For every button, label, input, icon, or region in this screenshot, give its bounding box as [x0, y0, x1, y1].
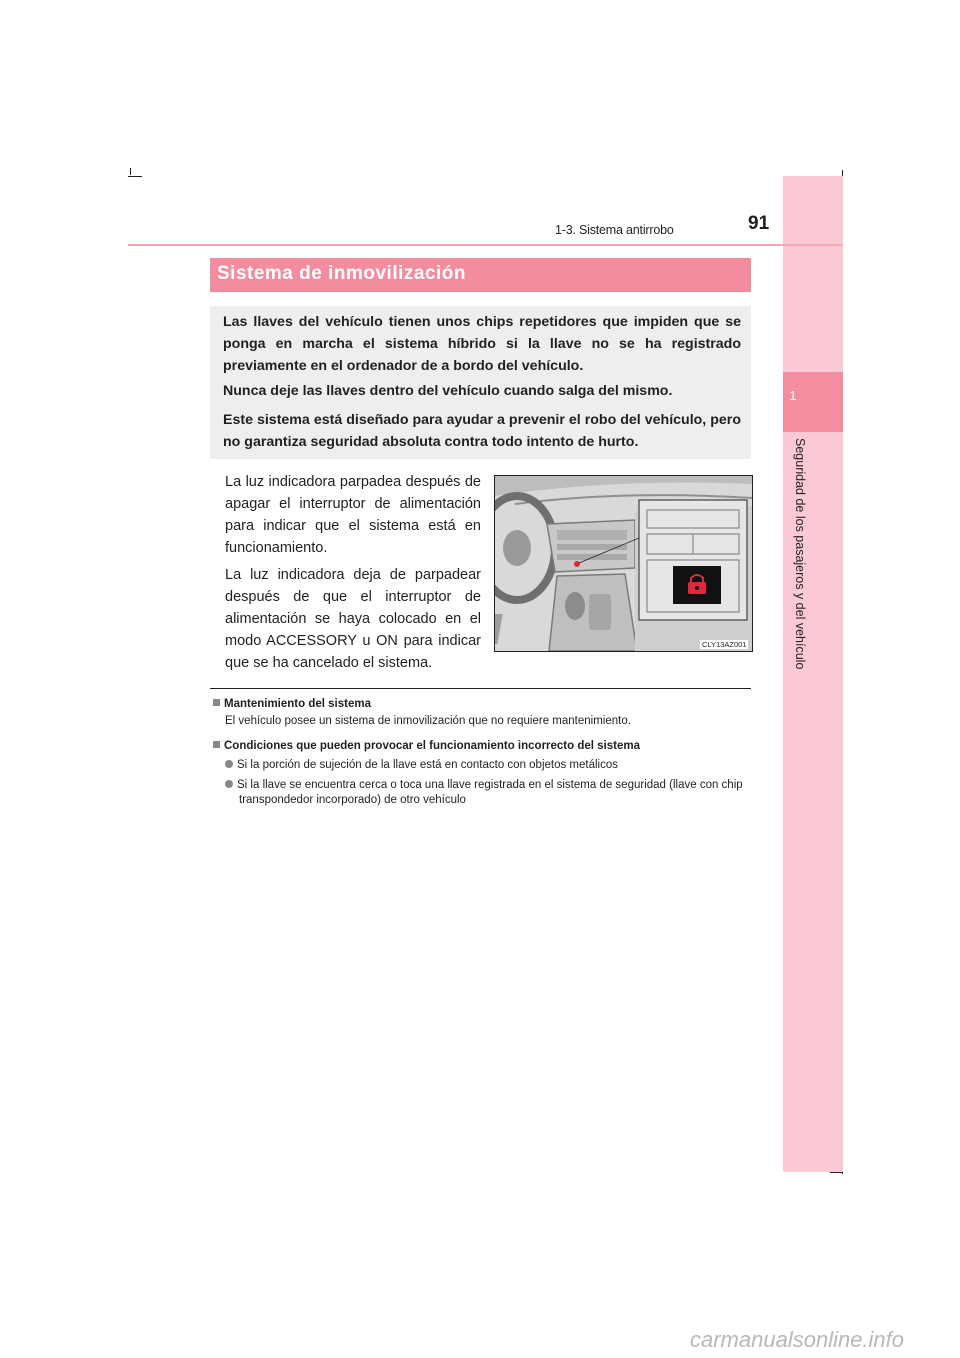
chapter-title: Seguridad de los pasajeros y del vehículo [793, 438, 807, 670]
note-bullet [213, 758, 753, 773]
note-bullet-text: Si la llave se encuentra cerca o toca una llave registrada en el sistema de seguridad (llave con chip transpondedor incorporado) de otro vehículo [237, 779, 743, 806]
section-title: Sistema de inmovilización [217, 263, 467, 284]
dashboard-drawing [495, 476, 752, 651]
note-text: El vehículo posee un sistema de inmovilización que no requiere mantenimiento. [225, 715, 631, 727]
crop-mark [130, 168, 131, 175]
note-heading [213, 698, 753, 710]
chapter-number: 1 [789, 388, 797, 403]
note-heading-text: Mantenimiento del sistema [224, 698, 371, 710]
round-bullet-icon [225, 780, 233, 788]
crop-mark [128, 176, 142, 177]
header-rule [128, 244, 843, 246]
intro-paragraph: Este sistema está diseñado para ayudar a prevenir el robo del vehículo, pero no garantiza seguridad absoluta contra todo intento de hurto. [223, 412, 741, 450]
intro-paragraph: Nunca deje las llaves dentro del vehículo cuando salga del mismo. [223, 383, 673, 399]
figure-code: CLY13AZ001 [702, 640, 747, 649]
note-heading-text: Condiciones que pueden provocar el funcionamiento incorrecto del sistema [224, 740, 640, 752]
note-bullet-text: Si la porción de sujeción de la llave está en contacto con objetos metálicos [237, 759, 619, 771]
note-item [213, 698, 753, 729]
dashboard-illustration [494, 475, 753, 652]
note-heading [213, 740, 753, 752]
page-number: 91 [748, 213, 770, 234]
separator-rule [210, 688, 751, 689]
note-bullet [213, 778, 753, 808]
note-item [213, 740, 753, 808]
square-bullet-icon [213, 741, 220, 748]
side-chapter-strip [783, 176, 843, 1172]
round-bullet-icon [225, 760, 233, 768]
intro-paragraph: Las llaves del vehículo tienen unos chips repetidores que impiden que se ponga en marcha el sistema híbrido si la llave no se ha registrado previamente en el ordenador de a bordo del vehículo. [223, 314, 741, 374]
square-bullet-icon [213, 699, 220, 706]
body-paragraph: La luz indicadora parpadea después de apagar el interruptor de alimentación para indicar que el sistema está en funcionamiento. [225, 474, 481, 556]
running-head: 1-3. Sistema antirrobo [555, 223, 674, 237]
body-paragraph: La luz indicadora deja de parpadear después de que el interruptor de alimentación se haya colocado en el modo ACCESSORY u ON para indicar que se ha cancelado el sistema. [225, 567, 481, 671]
watermark: carmanualsonline.info [690, 1327, 905, 1352]
